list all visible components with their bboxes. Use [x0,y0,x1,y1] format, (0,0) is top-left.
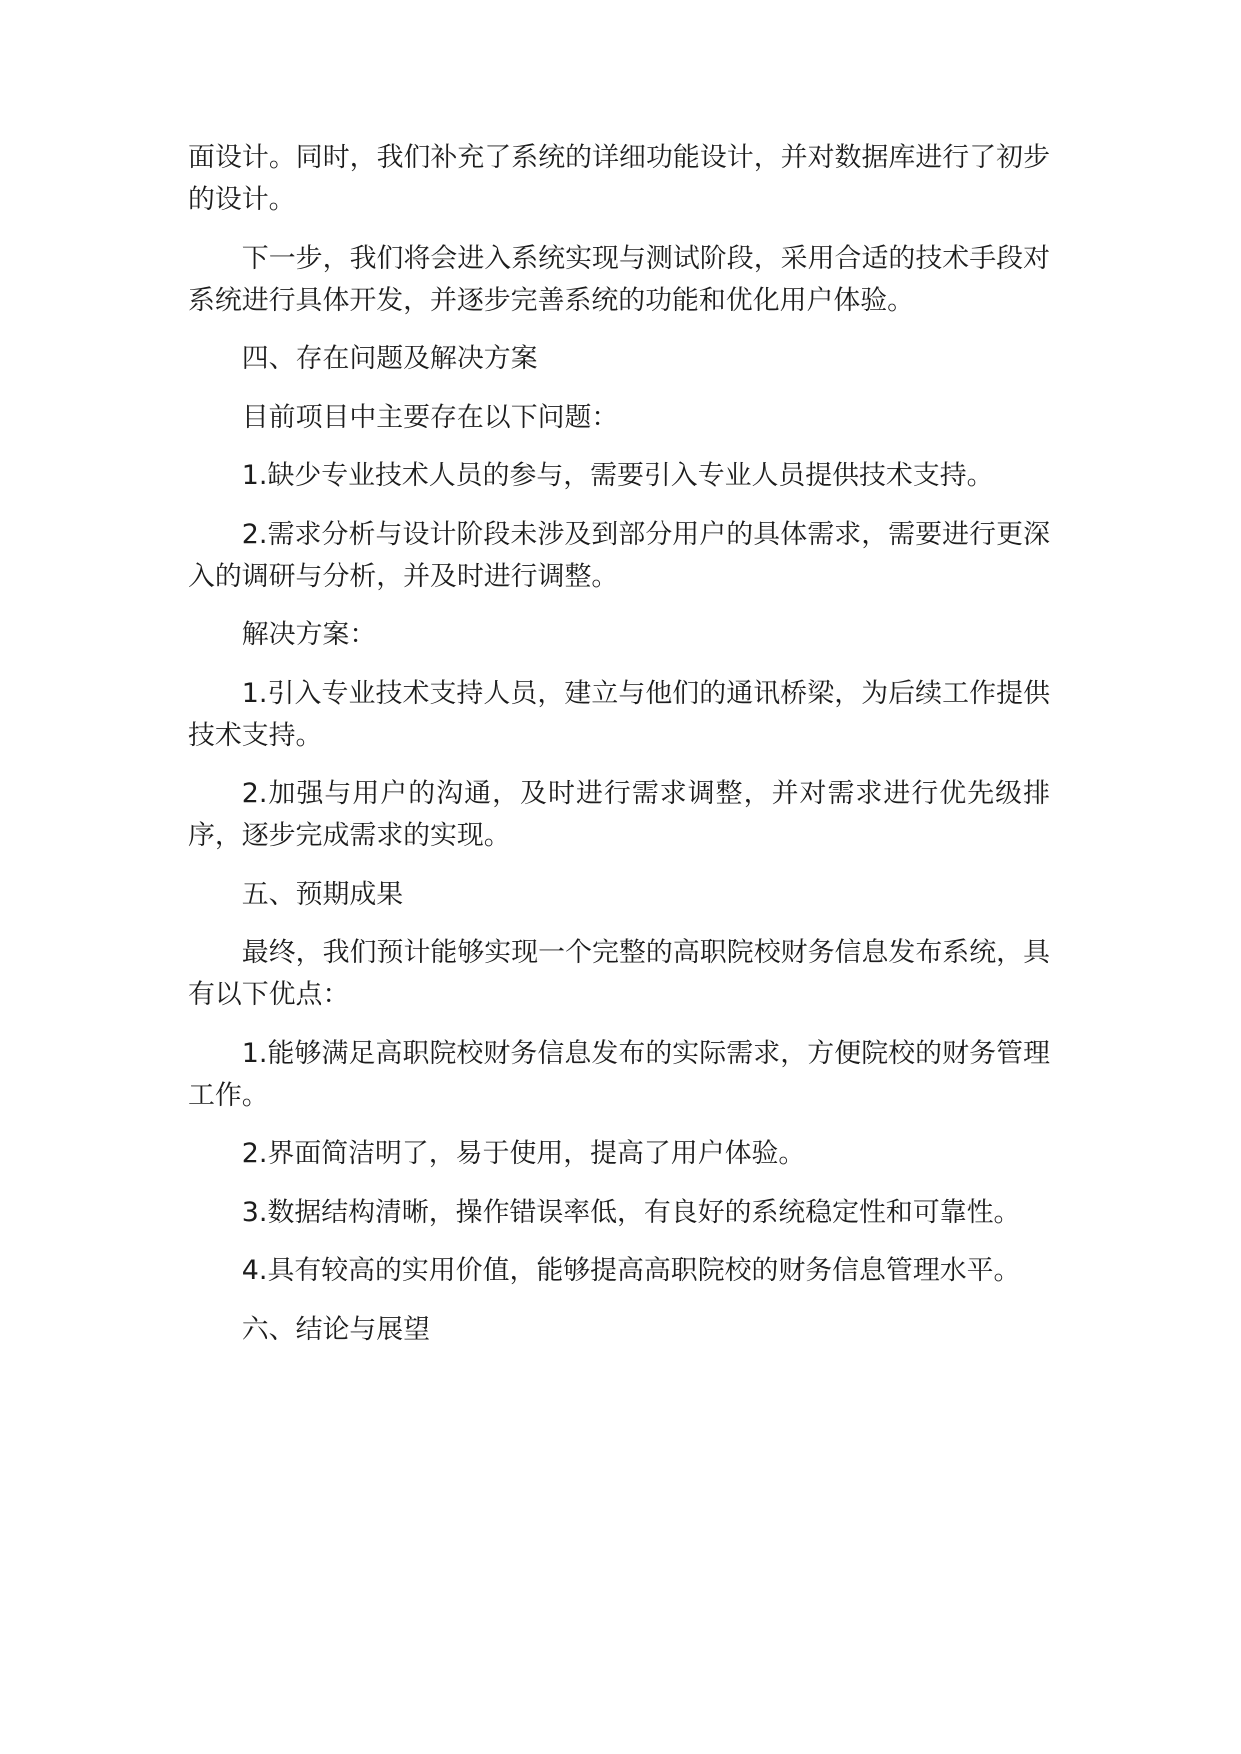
problem-item-1: 1.缺少专业技术人员的参与，需要引入专业人员提供技术支持。 [241,460,994,491]
advantage-item-1: 1.能够满足高职院校财务信息发布的实际需求，方便院校的财务管理工作。 [188,1037,1050,1111]
paragraph-solutions-intro: 解决方案： [241,619,377,650]
section-heading-conclusion: 六、结论与展望 [241,1313,431,1345]
advantage-item-4: 4.具有较高的实用价值，能够提高高职院校的财务信息管理水平。 [241,1255,1021,1286]
solution-item-1: 1.引入专业技术支持人员，建立与他们的通讯桥梁，为后续工作提供技术支持。 [188,677,1050,751]
section-heading-expected-results: 五、预期成果 [241,878,404,910]
advantage-item-2: 2.界面简洁明了，易于使用，提高了用户体验。 [241,1138,806,1169]
paragraph-expected-intro: 最终，我们预计能够实现一个完整的高职院校财务信息发布系统，具有以下优点： [188,937,1050,1010]
document-body [188,137,1050,1367]
paragraph-continued-design: 面设计。同时，我们补充了系统的详细功能设计，并对数据库进行了初步的设计。 [188,142,1050,215]
paragraph-problems-intro: 目前项目中主要存在以下问题： [241,401,619,433]
advantage-item-3: 3.数据结构清晰，操作错误率低，有良好的系统稳定性和可靠性。 [241,1196,1021,1228]
solution-item-2: 2.加强与用户的沟通，及时进行需求调整，并对需求进行优先级排序，逐步完成需求的实现。 [188,778,1050,851]
problem-item-2: 2.需求分析与设计阶段未涉及到部分用户的具体需求，需要进行更深入的调研与分析，并及时进行调整。 [188,518,1050,592]
section-heading-problems: 四、存在问题及解决方案 [241,343,538,374]
paragraph-next-steps: 下一步，我们将会进入系统实现与测试阶段，采用合适的技术手段对系统进行具体开发，并逐步完善系统的功能和优化用户体验。 [188,242,1050,316]
